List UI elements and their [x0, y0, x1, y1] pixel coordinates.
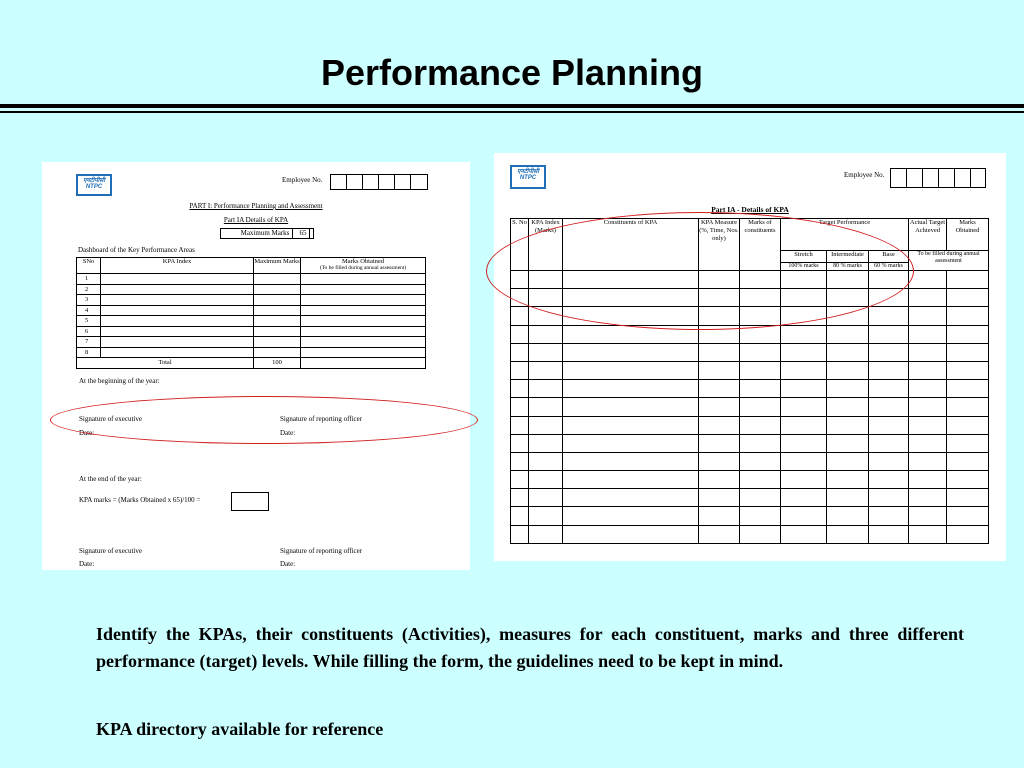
table-cell[interactable] [869, 380, 909, 398]
table-cell[interactable] [869, 343, 909, 361]
table-cell[interactable] [563, 434, 699, 452]
table-cell[interactable] [699, 452, 740, 470]
kpa-cell[interactable] [101, 284, 254, 295]
table-cell[interactable] [529, 452, 563, 470]
table-cell[interactable] [529, 380, 563, 398]
table-cell[interactable] [699, 489, 740, 507]
table-cell[interactable] [511, 507, 529, 525]
row-number: 3 [77, 295, 101, 306]
table-cell[interactable] [869, 434, 909, 452]
table-cell[interactable] [947, 343, 989, 361]
table-cell[interactable] [740, 434, 781, 452]
date-label: Date: [79, 560, 95, 568]
signature-executive-label: Signature of executive [79, 415, 142, 423]
col-maximum-marks: Maximum Marks [254, 258, 301, 274]
table-cell[interactable] [947, 361, 989, 379]
table-cell[interactable] [781, 416, 827, 434]
max-cell[interactable] [254, 316, 301, 327]
table-cell[interactable] [511, 452, 529, 470]
col-kpa-measure: KPA Measure (%, Time, Nos. only) [699, 219, 740, 271]
end-of-year-label: At the end of the year: [79, 475, 142, 483]
table-cell[interactable] [740, 489, 781, 507]
table-cell[interactable] [909, 325, 947, 343]
table-cell[interactable] [827, 416, 869, 434]
table-cell[interactable] [909, 525, 947, 543]
table-cell[interactable] [529, 361, 563, 379]
col-marks-obtained-note: (To be filled during annual assessment) [319, 265, 407, 272]
table-row [511, 380, 989, 398]
obtained-cell[interactable] [301, 347, 426, 358]
table-cell[interactable] [947, 325, 989, 343]
table-cell[interactable] [909, 471, 947, 489]
table-cell[interactable] [909, 452, 947, 470]
table-cell[interactable] [827, 471, 869, 489]
table-cell[interactable] [529, 398, 563, 416]
table-cell[interactable] [781, 471, 827, 489]
kpa-marks-formula: KPA marks = (Marks Obtained x 65)/100 = [79, 496, 201, 504]
table-cell[interactable] [947, 380, 989, 398]
obtained-cell[interactable] [301, 326, 426, 337]
table-cell[interactable] [909, 380, 947, 398]
table-cell[interactable] [529, 416, 563, 434]
max-cell[interactable] [254, 274, 301, 285]
page-title: Performance Planning [320, 52, 704, 93]
table-cell[interactable] [529, 434, 563, 452]
col-actual-target: Actual Target Achieved [909, 219, 947, 251]
table-cell[interactable] [511, 307, 529, 325]
kpa-details-title: Part IA - Details of KPA [711, 205, 789, 214]
row-number: 1 [77, 274, 101, 285]
table-cell[interactable] [740, 507, 781, 525]
col-kpa-index: KPA Index [101, 258, 254, 274]
table-cell[interactable] [529, 343, 563, 361]
total-value: 100 [254, 358, 301, 369]
max-marks-value: 65 [292, 228, 314, 239]
table-cell[interactable] [947, 507, 989, 525]
table-cell[interactable] [511, 380, 529, 398]
table-cell[interactable] [699, 398, 740, 416]
kpa-cell[interactable] [101, 295, 254, 306]
table-cell[interactable] [827, 343, 869, 361]
table-row [511, 361, 989, 379]
kpa-dashboard-form [42, 162, 470, 570]
fill-note: To be filled during annual assessment [909, 251, 989, 271]
signature-reporting-officer-label: Signature of reporting officer [280, 547, 363, 555]
kpa-cell[interactable] [101, 274, 254, 285]
table-cell[interactable] [909, 289, 947, 307]
table-cell[interactable] [699, 525, 740, 543]
table-row [511, 471, 989, 489]
table-cell[interactable] [869, 307, 909, 325]
table-cell[interactable] [947, 416, 989, 434]
table-cell[interactable] [909, 507, 947, 525]
table-cell[interactable] [947, 434, 989, 452]
table-cell[interactable] [740, 471, 781, 489]
date-label: Date: [280, 560, 296, 568]
table-cell[interactable] [869, 416, 909, 434]
ntpc-logo: एनटीपीसी NTPC [76, 174, 112, 196]
table-cell[interactable] [947, 398, 989, 416]
col-base: Base [869, 251, 909, 263]
form-heading: PART I: Performance Planning and Assessment [189, 202, 323, 210]
max-cell[interactable] [254, 326, 301, 337]
intermediate-pct: 80 % marks [827, 262, 869, 270]
col-marks-obtained: Marks Obtained [947, 219, 989, 251]
total-obtained-cell[interactable] [301, 358, 426, 369]
table-cell[interactable] [947, 271, 989, 289]
row-number: 5 [77, 316, 101, 327]
obtained-cell[interactable] [301, 284, 426, 295]
table-row [511, 452, 989, 470]
table-cell[interactable] [529, 507, 563, 525]
table-cell[interactable] [699, 343, 740, 361]
table-cell[interactable] [740, 343, 781, 361]
col-kpa-index: KPA Index (Marks) [529, 219, 563, 271]
table-cell[interactable] [909, 434, 947, 452]
employee-no-label: Employee No. [844, 171, 885, 179]
table-cell[interactable] [740, 361, 781, 379]
stretch-pct: 100% marks [781, 262, 827, 270]
table-cell[interactable] [699, 507, 740, 525]
row-number: 7 [77, 337, 101, 348]
max-cell[interactable] [254, 347, 301, 358]
table-cell[interactable] [740, 525, 781, 543]
table-cell[interactable] [511, 416, 529, 434]
max-cell[interactable] [254, 295, 301, 306]
table-cell[interactable] [563, 343, 699, 361]
table-cell[interactable] [781, 452, 827, 470]
table-cell[interactable] [869, 325, 909, 343]
max-cell[interactable] [254, 305, 301, 316]
table-cell[interactable] [699, 434, 740, 452]
dashboard-label: Dashboard of the Key Performance Areas [78, 246, 195, 254]
table-cell[interactable] [563, 452, 699, 470]
employee-no-boxes [890, 168, 986, 188]
table-cell[interactable] [909, 416, 947, 434]
table-cell[interactable] [781, 434, 827, 452]
table-cell[interactable] [869, 471, 909, 489]
table-row [511, 434, 989, 452]
base-pct: 60 % marks [869, 262, 909, 270]
table-cell[interactable] [781, 507, 827, 525]
table-cell[interactable] [511, 398, 529, 416]
max-cell[interactable] [254, 284, 301, 295]
table-cell[interactable] [529, 471, 563, 489]
table-cell[interactable] [699, 361, 740, 379]
table-cell[interactable] [781, 325, 827, 343]
signature-reporting-officer-label: Signature of reporting officer [280, 415, 363, 423]
table-cell[interactable] [827, 380, 869, 398]
col-marks-obtained [301, 258, 426, 274]
obtained-cell[interactable] [301, 305, 426, 316]
table-cell[interactable] [781, 380, 827, 398]
table-cell[interactable] [529, 489, 563, 507]
col-marks-of-constituents: Marks of constituents [740, 219, 781, 271]
employee-no-boxes [330, 174, 428, 190]
col-intermediate: Intermediate [827, 251, 869, 263]
table-cell[interactable] [781, 398, 827, 416]
row-number: 8 [77, 347, 101, 358]
obtained-cell[interactable] [301, 295, 426, 306]
row-number: 6 [77, 326, 101, 337]
col-stretch: Stretch [781, 251, 827, 263]
table-cell[interactable] [563, 398, 699, 416]
table-cell[interactable] [511, 525, 529, 543]
col-sno: SNo [77, 258, 101, 274]
kpa-dashboard-table [76, 257, 426, 369]
table-cell[interactable] [909, 271, 947, 289]
table-cell[interactable] [827, 434, 869, 452]
table-cell[interactable] [947, 525, 989, 543]
table-cell[interactable] [869, 398, 909, 416]
table-cell[interactable] [699, 471, 740, 489]
ntpc-logo: एनटीपीसी NTPC [510, 165, 546, 189]
table-cell[interactable] [869, 525, 909, 543]
signature-executive-label: Signature of executive [79, 547, 142, 555]
col-marks-obtained-label: Marks Obtained [341, 258, 385, 265]
table-row [511, 416, 989, 434]
kpa-cell[interactable] [101, 347, 254, 358]
table-cell[interactable] [947, 452, 989, 470]
table-cell[interactable] [740, 398, 781, 416]
title-rule-thick [0, 104, 1024, 108]
table-cell[interactable] [699, 416, 740, 434]
table-cell[interactable] [869, 452, 909, 470]
table-cell[interactable] [909, 489, 947, 507]
table-cell[interactable] [511, 343, 529, 361]
table-cell[interactable] [781, 343, 827, 361]
kpa-marks-box[interactable] [231, 492, 269, 511]
table-cell[interactable] [869, 361, 909, 379]
table-cell[interactable] [947, 471, 989, 489]
max-marks-label: Maximum Marks [220, 228, 310, 239]
table-cell[interactable] [740, 452, 781, 470]
table-cell[interactable] [909, 398, 947, 416]
beginning-of-year-label: At the beginning of the year: [79, 377, 160, 385]
table-cell[interactable] [529, 525, 563, 543]
caption-directory: KPA directory available for reference [96, 719, 384, 739]
table-cell[interactable] [947, 307, 989, 325]
date-label: Date: [79, 429, 95, 437]
table-cell[interactable] [947, 489, 989, 507]
table-cell[interactable] [511, 434, 529, 452]
table-cell[interactable] [909, 361, 947, 379]
table-cell[interactable] [827, 325, 869, 343]
kpa-cell[interactable] [101, 337, 254, 348]
form-subheading: Part IA Details of KPA [223, 216, 289, 224]
table-cell[interactable] [563, 507, 699, 525]
col-target-performance: Target Performance [781, 219, 909, 251]
table-cell[interactable] [563, 416, 699, 434]
table-cell[interactable] [511, 489, 529, 507]
col-sno: S. No [511, 219, 529, 271]
title-rule-thin [0, 111, 1024, 113]
obtained-cell[interactable] [301, 274, 426, 285]
table-cell[interactable] [869, 489, 909, 507]
kpa-cell[interactable] [101, 305, 254, 316]
obtained-cell[interactable] [301, 316, 426, 327]
table-cell[interactable] [827, 507, 869, 525]
table-cell[interactable] [869, 507, 909, 525]
row-number: 4 [77, 305, 101, 316]
table-row [511, 525, 989, 543]
table-cell[interactable] [909, 307, 947, 325]
table-row [511, 507, 989, 525]
table-cell[interactable] [511, 361, 529, 379]
table-cell[interactable] [511, 325, 529, 343]
table-cell[interactable] [909, 343, 947, 361]
date-label: Date: [280, 429, 296, 437]
table-cell[interactable] [740, 416, 781, 434]
table-cell[interactable] [563, 489, 699, 507]
table-row [511, 343, 989, 361]
table-cell[interactable] [827, 398, 869, 416]
table-cell[interactable] [563, 380, 699, 398]
kpa-cell[interactable] [101, 316, 254, 327]
table-cell[interactable] [699, 380, 740, 398]
table-cell[interactable] [827, 452, 869, 470]
table-cell[interactable] [827, 361, 869, 379]
target-highlight-oval [486, 212, 914, 330]
table-cell[interactable] [947, 289, 989, 307]
col-constituents: Constituents of KPA [563, 219, 699, 271]
table-cell[interactable] [827, 489, 869, 507]
table-cell[interactable] [563, 361, 699, 379]
table-row [511, 398, 989, 416]
table-cell[interactable] [511, 471, 529, 489]
table-cell[interactable] [563, 471, 699, 489]
kpa-cell[interactable] [101, 326, 254, 337]
table-cell[interactable] [781, 489, 827, 507]
caption-instructions: Identify the KPAs, their constituents (Activities), measures for each constituent, marks and three different performance (target) levels. While filling the form, the guidelines need to be kept in mind. [96, 624, 964, 671]
max-cell[interactable] [254, 337, 301, 348]
obtained-cell[interactable] [301, 337, 426, 348]
table-cell[interactable] [781, 361, 827, 379]
total-label: Total [77, 358, 254, 369]
employee-no-label: Employee No. [282, 176, 323, 184]
row-number: 2 [77, 284, 101, 295]
table-cell[interactable] [740, 380, 781, 398]
table-cell[interactable] [563, 525, 699, 543]
table-cell[interactable] [781, 525, 827, 543]
table-row [511, 489, 989, 507]
table-cell[interactable] [529, 325, 563, 343]
signature-highlight-oval [50, 396, 478, 444]
table-cell[interactable] [827, 525, 869, 543]
